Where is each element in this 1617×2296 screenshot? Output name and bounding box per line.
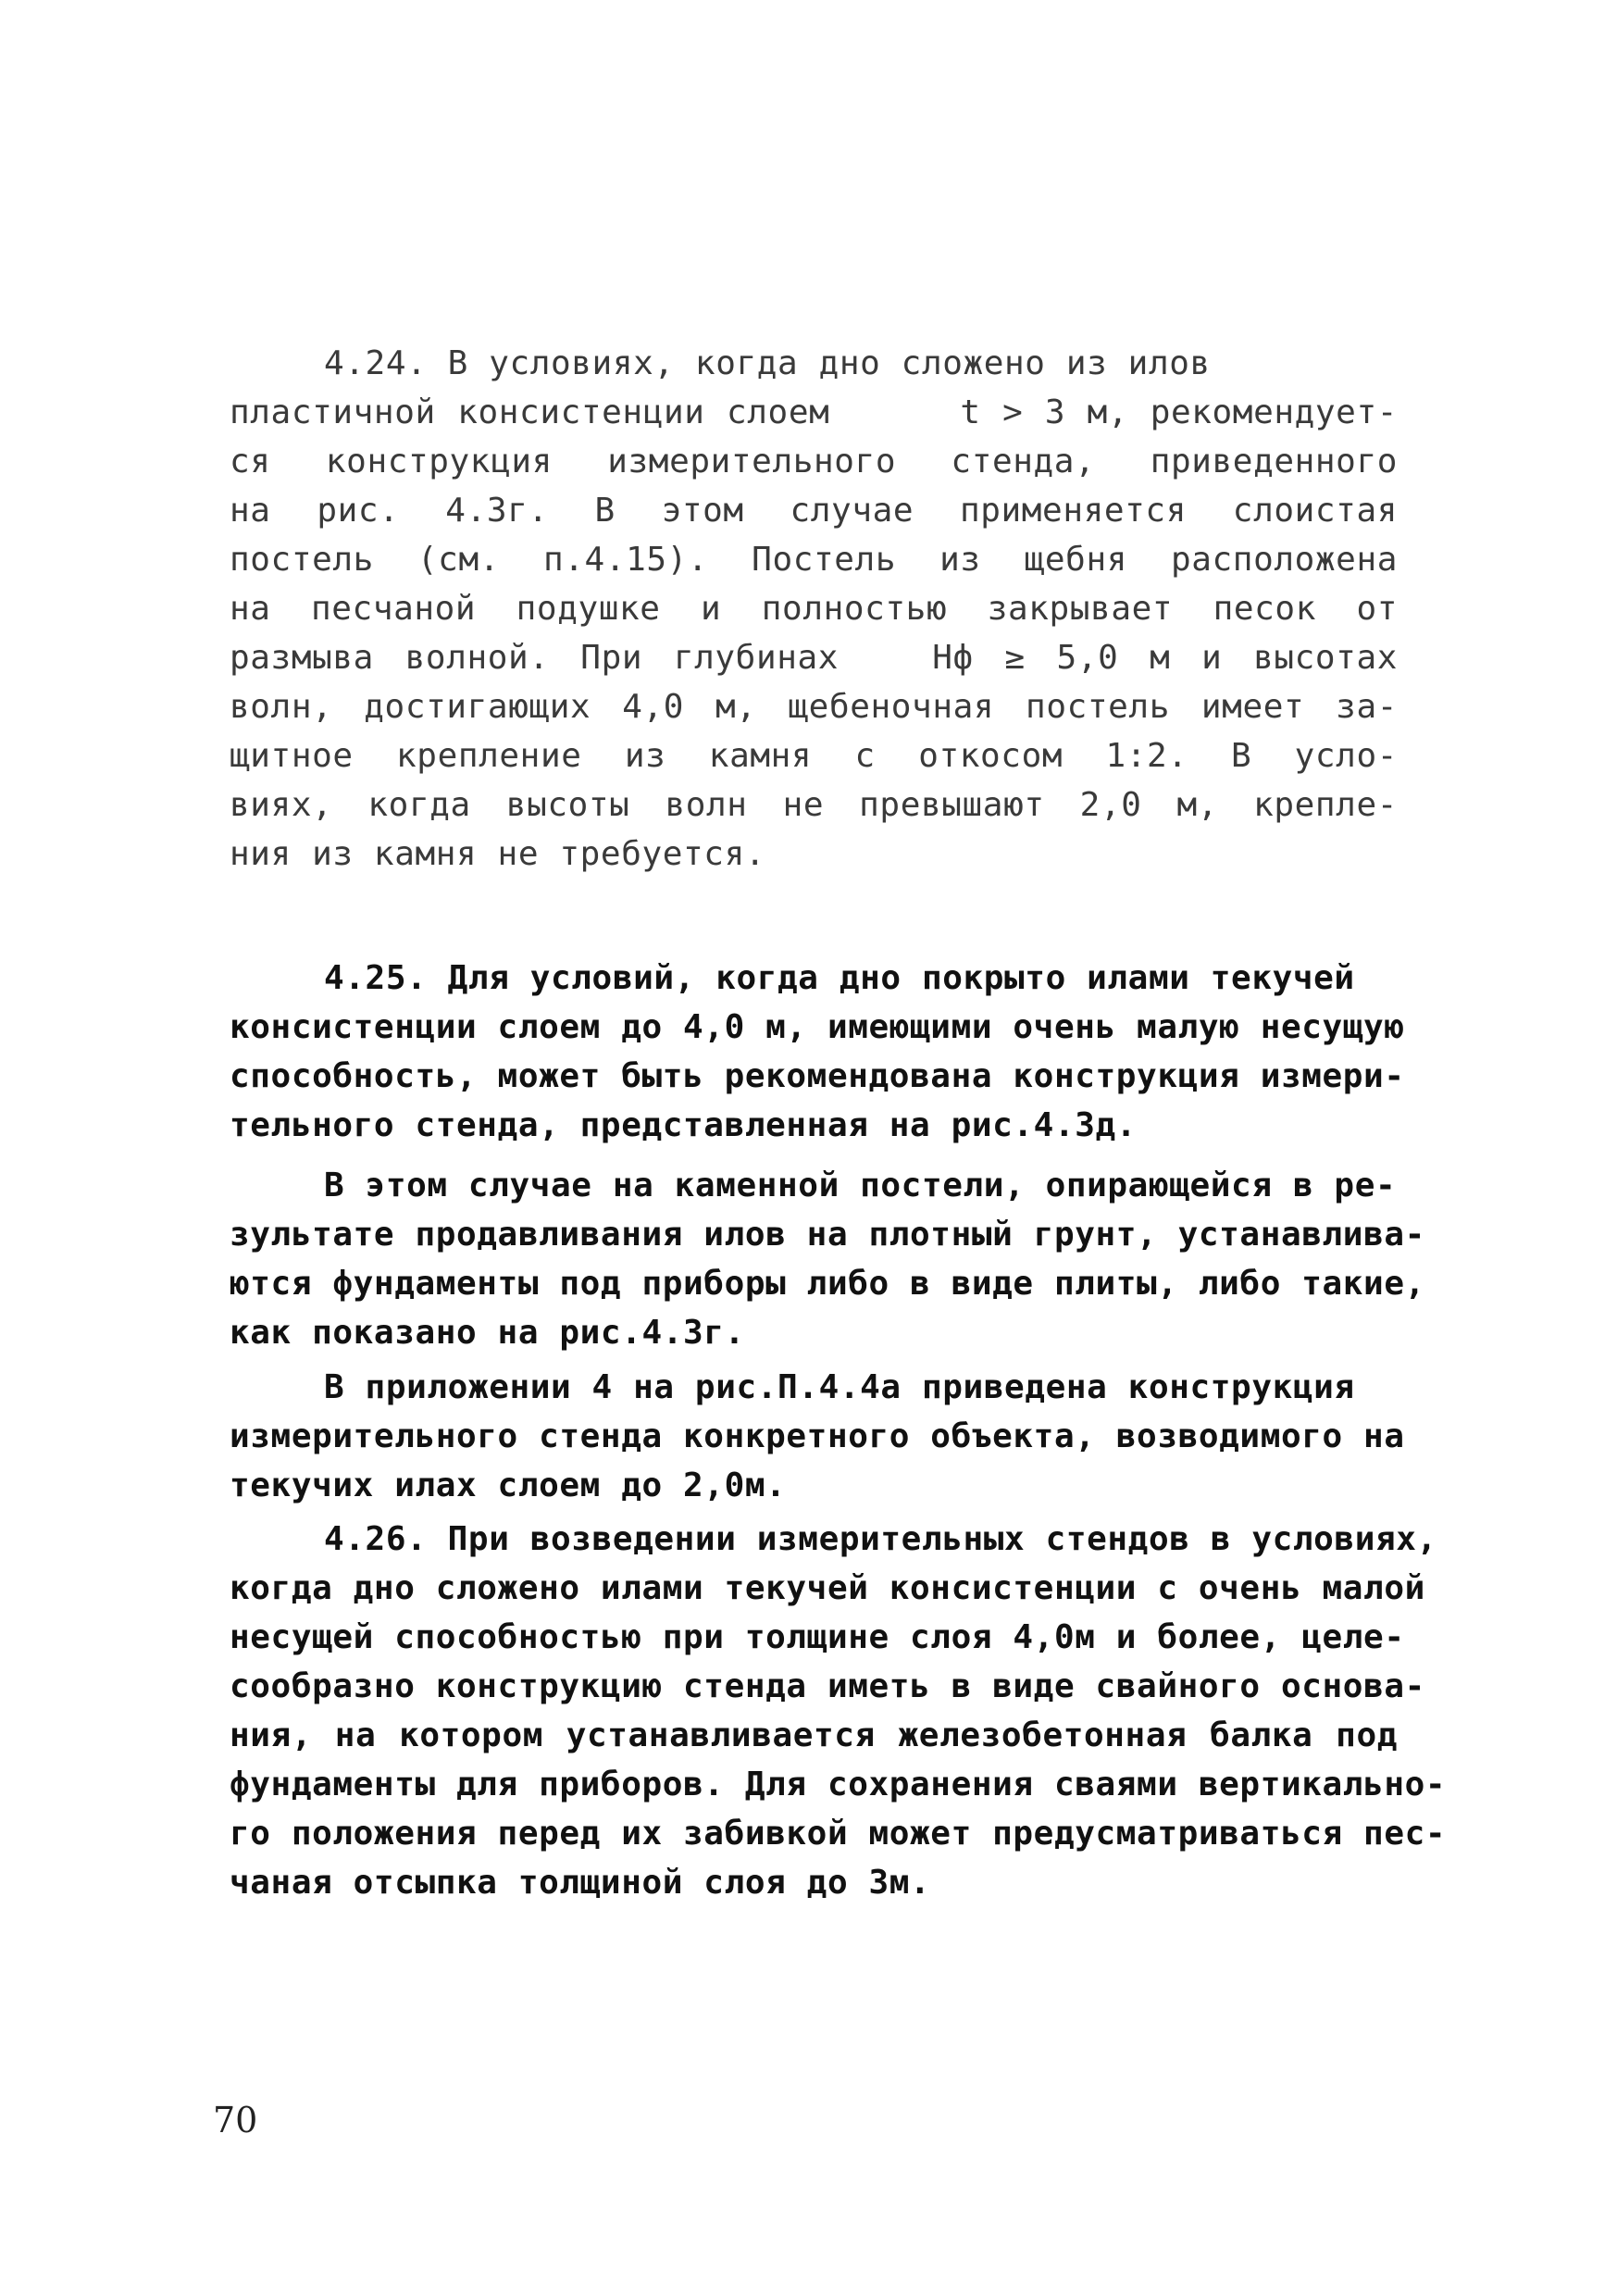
paragraph-line: чаная отсыпка толщиной слоя до 3м.	[230, 1864, 931, 1902]
paragraph-line: тельного стенда, представленная на рис.4.3д.	[230, 1106, 1138, 1144]
paragraph-line: В приложении 4 на рис.П.4.4а приведена конструкция	[324, 1368, 1355, 1406]
paragraph-line: несущей способностью при толщине слоя 4,0м и более, целе-	[230, 1618, 1405, 1656]
paragraph-4-25-continuation	[230, 1161, 1425, 1357]
paragraph-line: способность, может быть рекомендована конструкция измери-	[230, 1057, 1405, 1095]
paragraph-line: на песчаной подушке и полностью закрывает песок от	[230, 590, 1398, 628]
paragraph-line: фундаменты для приборов. Для сохранения сваями вертикально-	[230, 1766, 1447, 1803]
paragraph-line: виях, когда высоты волн не превышают 2,0 м, крепле-	[230, 786, 1398, 824]
paragraph-line: 4.24. В условиях, когда дно сложено из илов	[324, 344, 1211, 382]
paragraph-line: консистенции слоем до 4,0 м, имеющими очень малую несущую	[230, 1008, 1405, 1046]
paragraph-line: измерительного стенда конкретного объекта, возводимого на	[230, 1417, 1405, 1455]
paragraph-line: пластичной консистенции слоем t > 3 м, рекомендует-	[230, 393, 1398, 431]
paragraph-line: сообразно конструкцию стенда иметь в виде свайного основа-	[230, 1667, 1425, 1705]
paragraph-line: на рис. 4.3г. В этом случае применяется слоистая	[230, 492, 1398, 530]
paragraph-4-24	[230, 339, 1398, 879]
paragraph-line: 4.26. При возведении измерительных стендов в условиях,	[324, 1520, 1437, 1558]
paragraph-line: ся конструкция измерительного стенда, приведенного	[230, 443, 1398, 480]
paragraph-line: ния, на котором устанавливается железобетонная балка под	[230, 1716, 1398, 1754]
paragraph-line: 4.25. Для условий, когда дно покрыто илами текучей	[324, 959, 1355, 997]
paragraph-line: щитное крепление из камня с откосом 1:2. В усло-	[230, 737, 1398, 775]
paragraph-line: ются фундаменты под приборы либо в виде плиты, либо такие,	[230, 1265, 1425, 1303]
paragraph-line: постель (см. п.4.15). Постель из щебня расположена	[230, 541, 1398, 579]
paragraph-line: В этом случае на каменной постели, опирающейся в ре-	[324, 1167, 1397, 1204]
paragraph-line: как показано на рис.4.3г.	[230, 1314, 745, 1352]
paragraph-line: текучих илах слоем до 2,0м.	[230, 1466, 787, 1504]
paragraph-line: го положения перед их забивкой может предусматриваться пес-	[230, 1815, 1447, 1853]
paragraph-4-26	[230, 1515, 1447, 1907]
paragraph-line: размыва волной. При глубинах Нф ≥ 5,0 м и высотах	[230, 639, 1398, 677]
page-number: 70	[213, 2100, 258, 2140]
paragraph-line: зультате продавливания илов на плотный грунт, устанавлива-	[230, 1216, 1425, 1254]
paragraph-line: ния из камня не требуется.	[230, 835, 766, 873]
paragraph-line: когда дно сложено илами текучей консистенции с очень малой	[230, 1569, 1425, 1607]
paragraph-appendix-reference	[230, 1363, 1405, 1510]
paragraph-line: волн, достигающих 4,0 м, щебеночная постель имеет за-	[230, 688, 1398, 726]
paragraph-4-25	[230, 954, 1405, 1150]
